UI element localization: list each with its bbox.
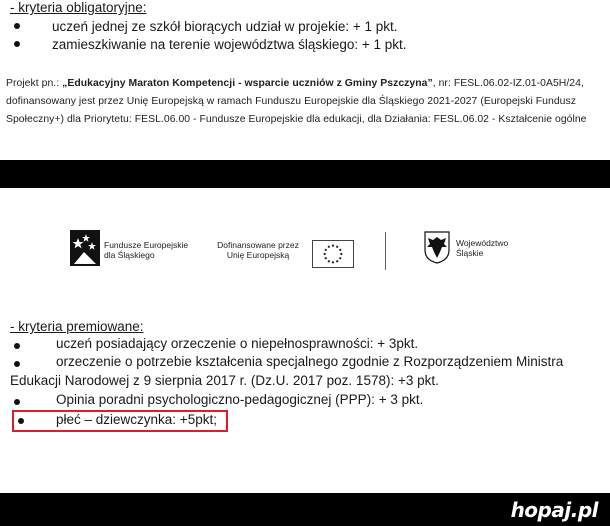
project-footnote-line-3: Społeczny+) dla Priorytetu: FESL.06.00 - Fundusze Europejskie dla edukacji, dla Działania: FESL.06.02 - Kształcenie ogólne (6, 114, 587, 125)
voiv-line-1: Województwo (456, 238, 509, 248)
bullet-icon (14, 343, 20, 349)
obligatory-criteria-heading: - kryteria obligatoryjne: (10, 0, 147, 15)
fe-line-2: dla Śląskiego (104, 250, 155, 260)
red-highlight-box (12, 410, 228, 432)
criterion-special-education-continued: Edukacji Narodowej z 9 sierpnia 2017 r. (Dz.U. 2017 poz. 1578): +3 pkt. (10, 373, 439, 388)
watermark-tld: .pl (570, 498, 598, 522)
eu-funding-text (212, 240, 304, 260)
silesian-eagle-icon (422, 230, 452, 264)
bullet-icon (14, 361, 20, 367)
fundusze-europejskie-logo-icon (70, 230, 100, 266)
criterion-disability-text: uczeń posiadający orzeczenie o niepełnosprawności: + 3pkt. (56, 336, 419, 351)
criterion-special-education-text: orzeczenie o potrzebie kształcenia specjalnego zgodnie z Rozporządzeniem Ministra (56, 354, 564, 369)
hopaj-watermark (511, 498, 598, 522)
bullet-icon (14, 23, 20, 29)
criterion-school-text: uczeń jednej ze szkół biorących udział w projekie: + 1 pkt. (52, 19, 398, 34)
eu-line-2: Unię Europejską (226, 250, 290, 260)
project-footnote-line-1 (6, 78, 584, 89)
project-title: „Edukacyjny Maraton Kompetencji - wsparcie uczniów z Gminy Pszczyna” (62, 78, 433, 89)
document-top-section (0, 0, 610, 160)
eu-flag-icon (312, 240, 354, 268)
eu-line-1: Dofinansowane przez (217, 240, 299, 250)
voivodeship-logo-text (456, 238, 508, 258)
criterion-gender-text: płeć – dziewczynka: +5pkt; (56, 412, 217, 427)
document-bottom-section (0, 313, 610, 493)
watermark-name: hopaj (510, 498, 571, 522)
list-item (14, 37, 407, 52)
criterion-ppp-opinion-text: Opinia poradni psychologiczno-pedagogicznej (PPP): + 3 pkt. (56, 392, 424, 407)
voiv-line-2: Śląskie (456, 248, 484, 258)
logo-strip (0, 188, 610, 313)
fe-line-1: Fundusze Europejskie (104, 240, 189, 250)
project-footnote-line-2: dofinansowany jest przez Unię Europejską w ramach Funduszu Europejskie dla Śląskiego 2021-2027 (Europejski Fundusz (6, 96, 576, 107)
bullet-icon (14, 399, 20, 405)
logo-separator (385, 232, 386, 270)
criterion-residence-text: zamieszkiwanie na terenie województwa śląskiego: + 1 pkt. (52, 37, 407, 52)
bullet-icon (14, 41, 20, 47)
footer-bar (0, 493, 610, 526)
footnote-prefix: Projekt pn.: (6, 78, 63, 89)
footnote-suffix: , nr: FESL.06.02-IZ.01-0A5H/24, (432, 78, 584, 89)
fe-logo-text (104, 240, 188, 260)
list-item (14, 19, 398, 34)
premium-criteria-heading: - kryteria premiowane: (10, 319, 144, 334)
black-divider-bar (0, 160, 610, 188)
